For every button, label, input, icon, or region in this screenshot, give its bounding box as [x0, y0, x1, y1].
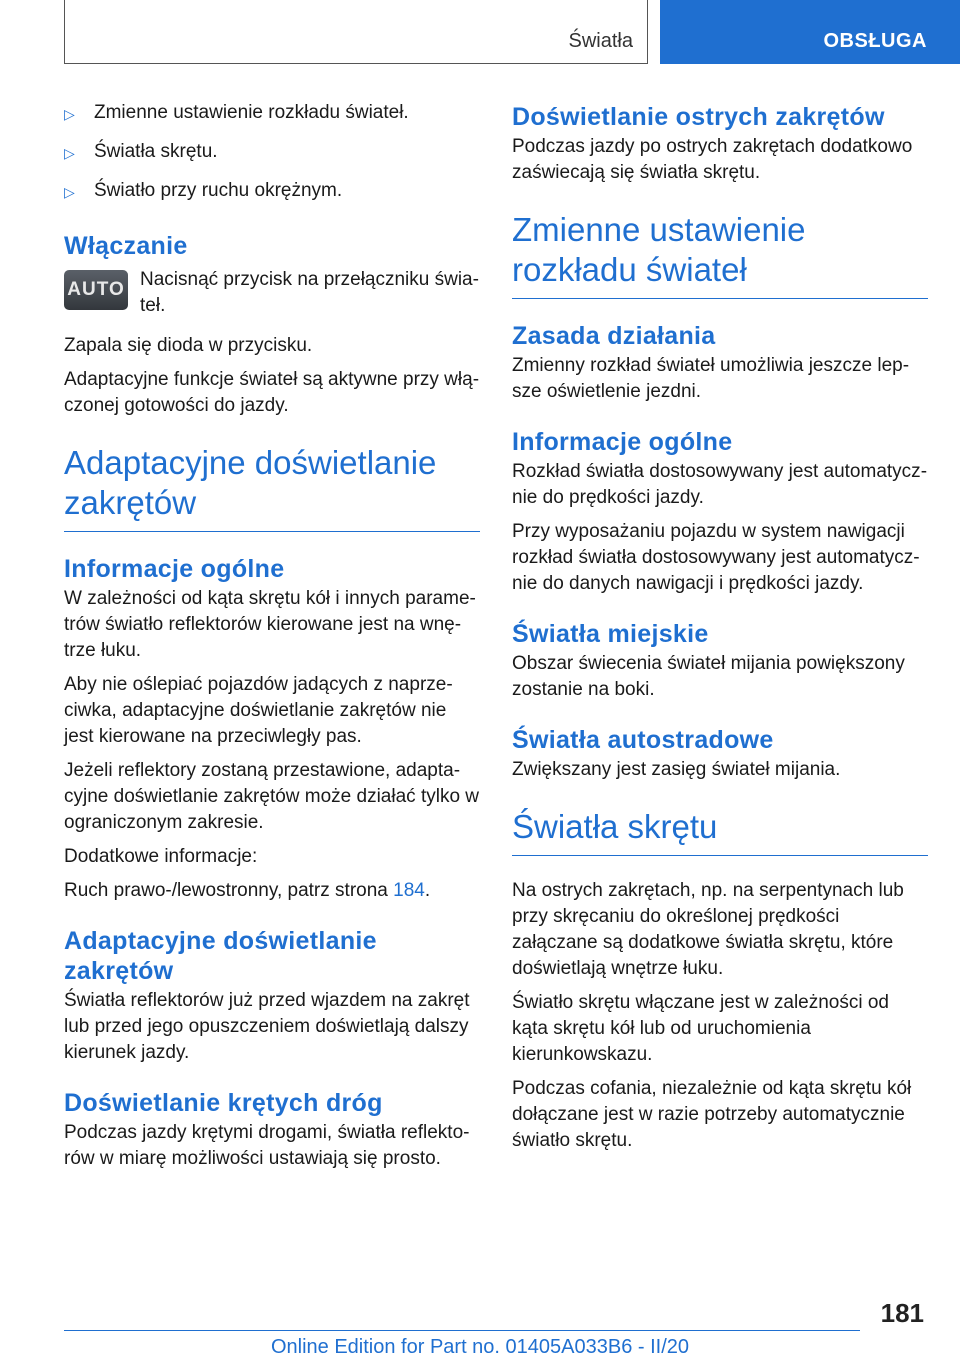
heading-general-info: Informacje ogólne [64, 555, 285, 583]
paragraph: Zmienny rozkład świateł umożliwia jeszcze lepsze oświetlenie jezdni. [512, 355, 910, 402]
page-number: 181 [880, 1298, 924, 1328]
link-prefix: Ruch prawo-/lewostronny, patrz strona [64, 880, 394, 901]
heading-principle: Zasada działania [512, 322, 716, 350]
heading-sharp-curves: Doświetlanie ostrych zakrętów [512, 103, 885, 131]
paragraph: Podczas jazdy krętymi drogami, światła reflektorów w miarę możliwości ustawiają się prosto. [64, 1122, 470, 1169]
paragraph: Jeżeli reflektory zostaną przestawione, adaptacyjne doświetlanie zakrętów może działać tylko w ograniczonym zakresie. [64, 760, 480, 833]
paragraph: Podczas jazdy po ostrych zakrętach dodatkowo zaświecają się światła skrętu. [512, 136, 913, 183]
paragraph: Na ostrych zakrętach, np. na serpentynach lub przy skręcaniu do określonej prędkości załączane są dodatkowe światła skrętu, które doświetlają wnętrze łuku. [512, 880, 904, 979]
paragraph: W zależności od kąta skrętu kół i innych parametrów światło reflektorów kierowane jest na wnętrze łuku. [64, 588, 476, 661]
paragraph: Rozkład światła dostosowywany jest automatycznie do prędkości jazdy. [512, 461, 928, 508]
header-tab-label: OBSŁUGA [823, 30, 927, 52]
header-section-title: Światła [568, 30, 633, 52]
link-suffix: . [424, 880, 431, 901]
paragraph: Obszar świecenia świateł mijania powiększony zostanie na boki. [512, 653, 905, 700]
list-item [64, 178, 480, 205]
triangle-bullet-icon: ▷ [64, 106, 75, 122]
paragraph: Zapala się dioda w przycisku. [64, 335, 313, 356]
heading-wlaczanie: Włączanie [64, 232, 188, 260]
list-item-text: Zmienne ustawienie rozkładu świateł. [94, 102, 409, 123]
list-item-text: Światła skrętu. [94, 141, 218, 162]
paragraph: Przy wyposażaniu pojazdu w system nawigacji rozkład światła dostosowywany jest automatycznie do danych nawigacji i prędkości jazdy. [512, 521, 920, 594]
paragraph-with-link [64, 878, 480, 904]
footer-edition: Online Edition for Part no. 01405A033B6 - II/20 [270, 1336, 690, 1358]
heading-adaptive-sub: Adaptacyjne doświetlanie zakrętów [64, 927, 377, 985]
right-column [512, 100, 928, 1162]
paragraph: Światło skrętu włączane jest w zależności od kąta skrętu kół lub od uruchomienia kierunkowskazu. [512, 992, 890, 1065]
heading-highway-lights: Światła autostradowe [512, 726, 774, 754]
list-item [64, 139, 480, 166]
paragraph: Podczas cofania, niezależnie od kąta skrętu kół dołączane jest w razie potrzeby automatycznie światło skrętu. [512, 1078, 912, 1151]
header-tab[interactable] [660, 0, 960, 64]
list-item-text: Światło przy ruchu okrężnym. [94, 180, 343, 201]
page-link[interactable]: 184 [393, 880, 425, 901]
heading-city-lights: Światła miejskie [512, 620, 709, 648]
heading-variable-light-distribution: Zmienne ustawienie rozkładu świateł [512, 210, 928, 299]
header-section-box [64, 0, 648, 64]
auto-button-icon: AUTO [64, 270, 128, 310]
heading-general-info: Informacje ogólne [512, 428, 733, 456]
list-item [64, 100, 480, 127]
paragraph: Światła reflektorów już przed wjazdem na zakręt lub przed jego opuszczeniem doświetlają dalszy kierunek jazdy. [64, 990, 470, 1063]
triangle-bullet-icon: ▷ [64, 145, 75, 161]
auto-button-instruction [64, 267, 480, 319]
heading-turn-lights: Światła skrętu [512, 807, 928, 856]
paragraph: Zwiększany jest zasięg świateł mijania. [512, 759, 841, 780]
heading-adaptive-cornering: Adaptacyjne doświetlanie zakrętów [64, 443, 480, 532]
paragraph: Aby nie oślepiać pojazdów jadących z naprzeciwka, adaptacyjne doświetlanie zakrętów nie jest kierowane na przeciwległy pas. [64, 674, 453, 747]
footer-divider [64, 1330, 860, 1331]
paragraph: Dodatkowe informacje: [64, 846, 258, 867]
paragraph: Adaptacyjne funkcje świateł są aktywne przy włączonej gotowości do jazdy. [64, 369, 480, 416]
triangle-bullet-icon: ▷ [64, 184, 75, 200]
left-column [64, 100, 480, 1180]
heading-winding-roads: Doświetlanie krętych dróg [64, 1089, 383, 1117]
auto-instruction-text: Nacisnąć przycisk na przełączniku świateł. [140, 269, 479, 316]
